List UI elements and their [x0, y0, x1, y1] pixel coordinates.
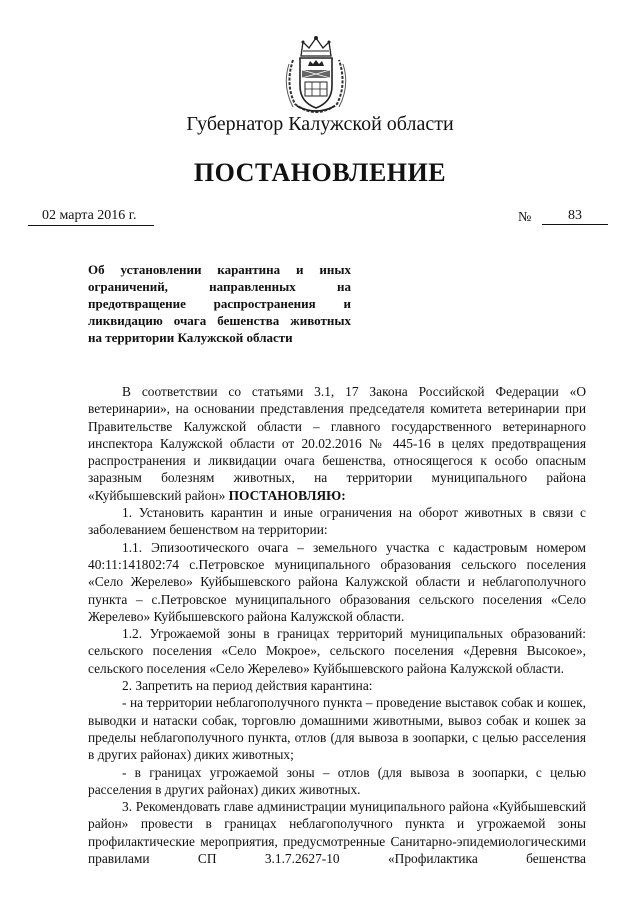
paragraph-1-2: 1.2. Угрожаемой зоны в границах территорий муниципальных образований: сельского поселения «Село Мокрое», сельского поселения «Деревня Высокое», сельского поселения «Село Жерелево» Куйбышевского района Калужской области. [88, 626, 586, 676]
issuing-authority: Губернатор Калужской области [186, 113, 454, 135]
preamble-paragraph [88, 383, 586, 504]
document-type-title: ПОСТАНОВЛЕНИЕ [193, 158, 447, 187]
paragraph-1: 1. Установить карантин и иные ограничения на оборот животных в связи с заболеванием бешенством на территории: [88, 505, 586, 538]
subject-line: Об установлении карантина и иных [88, 262, 351, 277]
paragraph-2-item-a: - на территории неблагополучного пункта – проведение выставок собак и кошек, выводки и натаски собак, торговлю домашними животными, вывоз собак и кошек за пределы неблагополучного пункта, отлов (для вывоза в зоопарки, с целью расселения в других районах) диких животных; [88, 695, 586, 763]
document-subject [88, 261, 351, 346]
number-sign: № [518, 210, 532, 225]
number-value: 83 [542, 208, 608, 225]
subject-line: предотвращение распространения и [88, 296, 351, 311]
preamble-text: В соответствии со статьями 3.1, 17 Закона Российской Федерации «О ветеринарии», на основании представления председателя комитета ветеринарии при Правительстве Калужской области – главного государственного ветеринарного инспектора Калужской области от 20.02.2016 № 445-16 в целях предотвращения распространения и ликвидации очага бешенства, относящегося к особо опасным заразным болезням животных, на территории муниципального района «Куйбышевский район» [88, 384, 586, 503]
subject-line: на территории Калужской области [88, 330, 293, 345]
document-date: 02 марта 2016 г. [28, 208, 154, 226]
paragraph-3: 3. Рекомендовать главе администрации муниципального района «Куйбышевский район» провести в границах неблагополучного пункта и угрожаемой зоны профилактические мероприятия, предусмотренные Санитарно-эпидемиологическими правилами СП 3.1.7.2627-10 «Профилактика бешенства [88, 799, 586, 867]
decree-word: ПОСТАНОВЛЯЮ: [228, 487, 346, 503]
subject-line: ограничений, направленных на [88, 279, 351, 294]
document-body [88, 383, 586, 867]
coat-of-arms-icon [283, 34, 349, 114]
paragraph-2: 2. Запретить на период действия карантина: [122, 678, 373, 694]
paragraph-1-1: 1.1. Эпизоотического очага – земельного участка с кадастровым номером 40:11:141802:74 с.Петровское муниципального образования сельского поселения «Село Жерелево» Куйбышевского района Калужской области и неблагополучного пункта – с.Петровское муниципального образования сельского поселения «Село Жерелево» Куйбышевского района Калужской области. [88, 539, 586, 624]
subject-line: ликвидацию очага бешенства животных [88, 313, 351, 328]
paragraph-2-item-b: - в границах угрожаемой зоны – отлов (для вывоза в зоопарки, с целью расселения в других районах) диких животных. [88, 764, 586, 797]
